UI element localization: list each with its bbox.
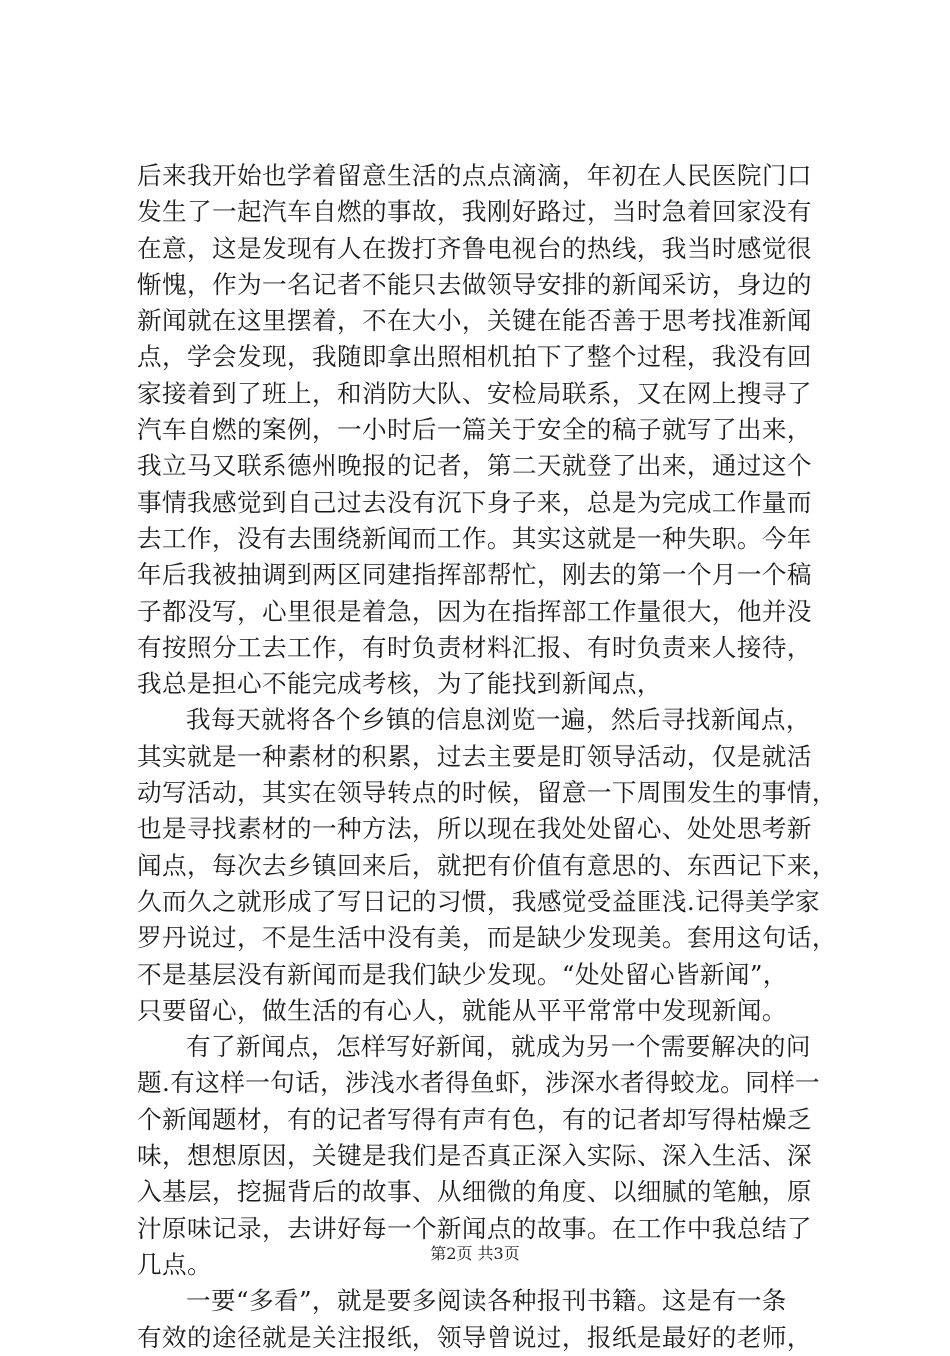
page-footer: 第2页 共3页	[430, 1244, 520, 1263]
text-line: 发生了一起汽车自燃的事故，我刚好路过，当时急着回家没有	[137, 197, 812, 227]
text-line: 其实就是一种素材的积累，过去主要是盯领导活动，仅是就活	[137, 741, 812, 771]
text-line: 汁原味记录，去讲好每一个新闻点的故事。在工作中我总结了	[137, 1213, 812, 1243]
text-line: 在意，这是发现有人在拨打齐鲁电视台的热线，我当时感觉很	[137, 233, 812, 263]
text-line: 只要留心，做生活的有心人，就能从平平常常中发现新闻。	[137, 995, 787, 1025]
text-line: 闻点，每次去乡镇回来后，就把有价值有意思的、东西记下来，	[137, 850, 837, 880]
text-line: 也是寻找素材的一种方法，所以现在我处处留心、处处思考新	[137, 814, 812, 844]
text-line: 久而久之就形成了写日记的习惯，我感觉受益匪浅.记得美学家	[137, 886, 821, 916]
text-line: 有效的途径就是关注报纸，领导曾说过，报纸是最好的老师，	[137, 1322, 812, 1352]
text-line: 个新闻题材，有的记者写得有声有色，有的记者却写得枯燥乏	[137, 1104, 812, 1134]
text-line: 汽车自燃的案例，一小时后一篇关于安全的稿子就写了出来，	[137, 415, 812, 445]
text-line: 入基层，挖掘背后的故事、从细微的角度、以细腻的笔触，原	[137, 1177, 812, 1207]
text-line: 我总是担心不能完成考核，为了能找到新闻点，	[137, 669, 662, 699]
text-line: 不是基层没有新闻而是我们缺少发现。“处处留心皆新闻”，	[137, 959, 788, 989]
text-line: 我每天就将各个乡镇的信息浏览一遍，然后寻找新闻点，	[186, 705, 811, 735]
text-line: 几点。	[137, 1249, 212, 1279]
text-line: 子都没写，心里很是着急，因为在指挥部工作量很大，他并没	[137, 596, 812, 626]
paragraph	[137, 702, 837, 1029]
text-line: 后来我开始也学着留意生活的点点滴滴，年初在人民医院门口	[137, 161, 812, 190]
paragraph	[137, 158, 837, 702]
document-body	[137, 158, 837, 1356]
text-line: 动写活动，其实在领导转点的时候，留意一下周围发生的事情，	[137, 778, 837, 808]
text-line: 家接着到了班上，和消防大队、安检局联系，又在网上搜寻了	[137, 378, 812, 408]
text-line: 去工作，没有去围绕新闻而工作。其实这就是一种失职。今年	[137, 523, 812, 553]
text-line: 味，想想原因，关键是我们是否真正深入实际、深入生活、深	[137, 1141, 812, 1171]
text-line: 一要“多看”，就是要多阅读各种报刊书籍。这是有一条	[186, 1286, 787, 1316]
text-line: 年后我被抽调到两区同建指挥部帮忙，刚去的第一个月一个稿	[137, 560, 812, 590]
text-line: 事情我感觉到自己过去没有沉下身子来，总是为完成工作量而	[137, 487, 812, 517]
text-line: 有了新闻点，怎样写好新闻，就成为另一个需要解决的问	[186, 1032, 811, 1062]
paragraph	[137, 1283, 837, 1356]
text-line: 惭愧，作为一名记者不能只去做领导安排的新闻采访，身边的	[137, 269, 812, 299]
text-line: 题.有这样一句话，涉浅水者得鱼虾，涉深水者得蛟龙。同样一	[137, 1068, 821, 1098]
text-line: 点，学会发现，我随即拿出照相机拍下了整个过程，我没有回	[137, 342, 812, 372]
text-line: 我立马又联系德州晚报的记者，第二天就登了出来，通过这个	[137, 451, 812, 481]
text-line: 有按照分工去工作，有时负责材料汇报、有时负责来人接待，	[137, 632, 812, 662]
text-line: 新闻就在这里摆着，不在大小，关键在能否善于思考找准新闻	[137, 306, 812, 336]
text-line: 罗丹说过，不是生活中没有美，而是缺少发现美。套用这句话，	[137, 923, 837, 953]
